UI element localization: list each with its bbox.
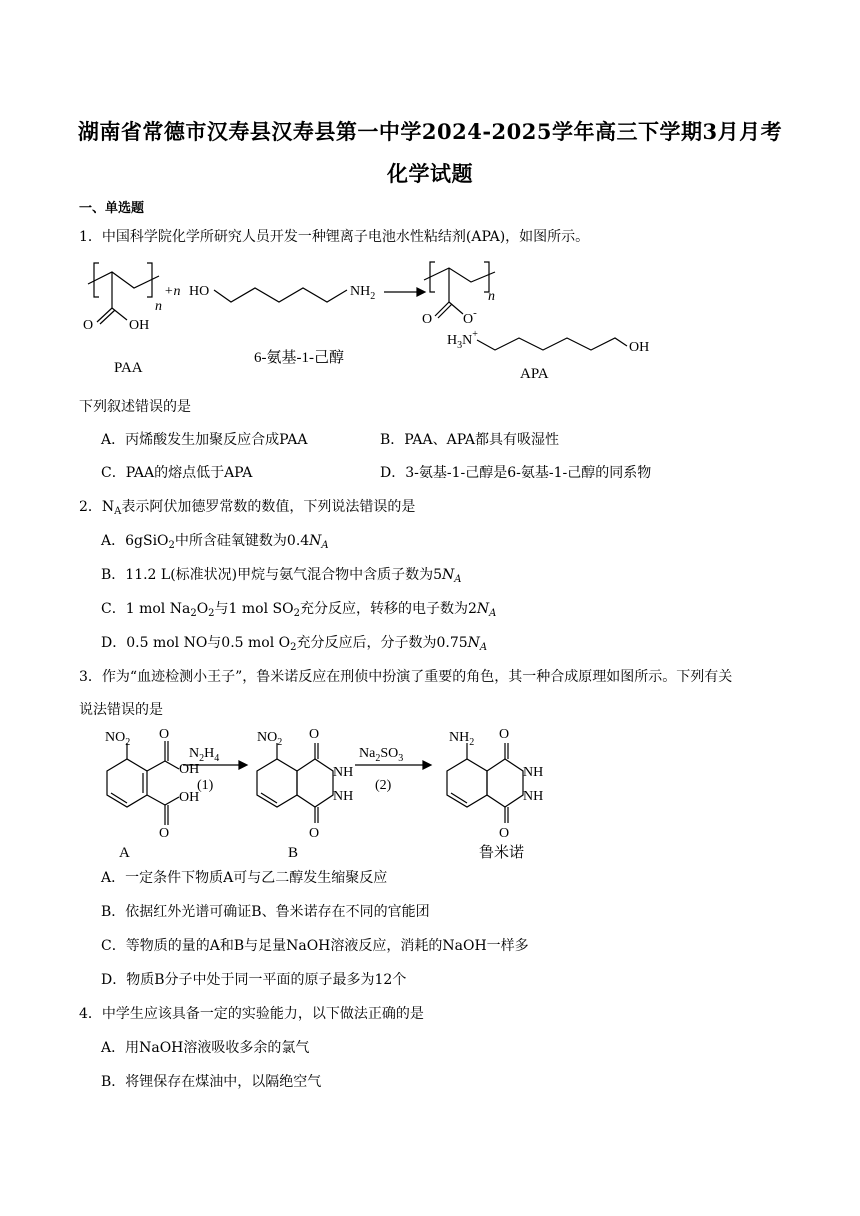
apa-h3n: $H_3N^+$ bbox=[447, 329, 478, 351]
q1-stem: 1．中国科学院化学所研究人员开发一种锂离子电池水性粘结剂(APA)，如图所示。 bbox=[79, 229, 590, 245]
q1-option-d[interactable]: D．3-氨基-1-己醇是6-氨基-1-己醇的同系物 bbox=[380, 465, 652, 481]
q1-option-b[interactable]: B．PAA、APA都具有吸湿性 bbox=[380, 432, 559, 448]
q2-option-b[interactable]: B．11.2 L(标准状况)甲烷与氨气混合物中含质子数为$5N_A$ bbox=[101, 567, 462, 585]
q3-option-b[interactable]: B．依据红外光谱可确证B、鲁米诺存在不同的官能团 bbox=[101, 904, 430, 920]
paa-label: PAA bbox=[114, 360, 143, 376]
luminol-nh1: NH bbox=[523, 765, 544, 780]
apa-o-minus: O- bbox=[463, 307, 477, 327]
b-no2: $NO_2$ bbox=[257, 730, 283, 748]
q3-option-d[interactable]: D．物质B分子中处于同一平面的原子最多为12个 bbox=[101, 972, 407, 988]
q4-stem: 4．中学生应该具备一定的实验能力，以下做法正确的是 bbox=[79, 1006, 424, 1022]
a-o2: O bbox=[159, 826, 170, 841]
q3-option-a[interactable]: A．一定条件下物质A可与乙二醇发生缩聚反应 bbox=[101, 870, 388, 886]
q2-option-a[interactable]: A．6gSiO$_2$中所含硅氧键数为$0.4N_A$ bbox=[101, 533, 329, 551]
q2-option-c[interactable]: C．1 mol $Na_2O_2$与1 mol $SO_2$充分反应，转移的电子数为$2N_A$ bbox=[101, 601, 497, 619]
ring-luminol bbox=[447, 759, 487, 807]
step2-label: (2) bbox=[375, 778, 392, 793]
paa-oh: OH bbox=[129, 318, 150, 333]
ring-b bbox=[257, 759, 297, 807]
nh2-label: $NH_2$ bbox=[350, 284, 376, 302]
page-subtitle: 化学试题 bbox=[387, 161, 473, 186]
q3-option-c[interactable]: C．等物质的量的A和B与足量NaOH溶液反应，消耗的NaOH一样多 bbox=[101, 938, 529, 954]
svg-text:n: n bbox=[488, 289, 495, 304]
q3-stem-line2: 说法错误的是 bbox=[79, 702, 163, 718]
q4-option-b[interactable]: B．将锂保存在煤油中，以隔绝空气 bbox=[101, 1074, 322, 1090]
luminol-label: 鲁米诺 bbox=[479, 845, 525, 861]
apa-backbone bbox=[424, 268, 495, 282]
compound-b-label: B bbox=[288, 845, 299, 861]
q1-option-c[interactable]: C．PAA的熔点低于APA bbox=[101, 465, 253, 481]
step1-label: (1) bbox=[197, 778, 214, 793]
svg-text:O: O bbox=[499, 826, 510, 841]
q1-question: 下列叙述错误的是 bbox=[79, 399, 191, 415]
a-o1: O bbox=[159, 727, 170, 742]
ring-b-hetero bbox=[297, 759, 333, 807]
q2-stem: 2．$N_A$表示阿伏加德罗常数的数值，下列说法错误的是 bbox=[79, 499, 416, 517]
step2-reagent: $Na_2SO_3$ bbox=[359, 746, 404, 764]
step1-reagent: $N_2H_4$ bbox=[189, 746, 220, 764]
q1-reaction-figure bbox=[79, 250, 679, 390]
apa-oh: OH bbox=[629, 340, 650, 355]
svg-text:O: O bbox=[309, 826, 320, 841]
luminol-nh2: $NH_2$ bbox=[449, 730, 475, 748]
plus-n: +n bbox=[164, 284, 181, 299]
paa-n: n bbox=[155, 299, 162, 314]
q1-option-a[interactable]: A．丙烯酸发生加聚反应合成PAA bbox=[101, 432, 308, 448]
ho-label: HO bbox=[189, 284, 210, 299]
a-no2: $NO_2$ bbox=[105, 730, 131, 748]
apa-label: APA bbox=[520, 366, 549, 382]
a-oh2: OH bbox=[179, 790, 200, 805]
b-nh2: NH bbox=[333, 789, 354, 804]
paa-backbone bbox=[88, 272, 159, 288]
hexyl-chain-1 bbox=[214, 288, 347, 302]
apa-o: O bbox=[422, 312, 433, 327]
q2-option-d[interactable]: D．0.5 mol NO与0.5 mol $O_2$充分反应后，分子数为$0.75N_A$ bbox=[101, 635, 488, 653]
b-nh1: NH bbox=[333, 765, 354, 780]
ring-luminol-hetero bbox=[487, 759, 523, 807]
section-heading: 一、单选题 bbox=[79, 201, 145, 216]
svg-text:O: O bbox=[499, 727, 510, 742]
svg-text:O: O bbox=[309, 727, 320, 742]
luminol-nh2-ring: NH bbox=[523, 789, 544, 804]
ring-a bbox=[107, 759, 147, 807]
q4-option-a[interactable]: A．用NaOH溶液吸收多余的氯气 bbox=[101, 1040, 310, 1056]
a-oh1: OH bbox=[179, 762, 200, 777]
q3-stem-line1: 3．作为“血迹检测小王子”，鲁米诺反应在刑侦中扮演了重要的角色，其一种合成原理如图所示。下列有关 bbox=[79, 669, 733, 685]
paa-o: O bbox=[83, 318, 94, 333]
aminohexanol-label: 6-氨基-1-己醇 bbox=[254, 350, 344, 366]
q3-synthesis-figure bbox=[79, 723, 549, 863]
compound-a-label: A bbox=[119, 845, 130, 861]
page-title: 湖南省常德市汉寿县汉寿县第一中学2024-2025学年高三下学期3月月考 bbox=[77, 119, 783, 144]
hexyl-chain-2 bbox=[477, 338, 627, 350]
